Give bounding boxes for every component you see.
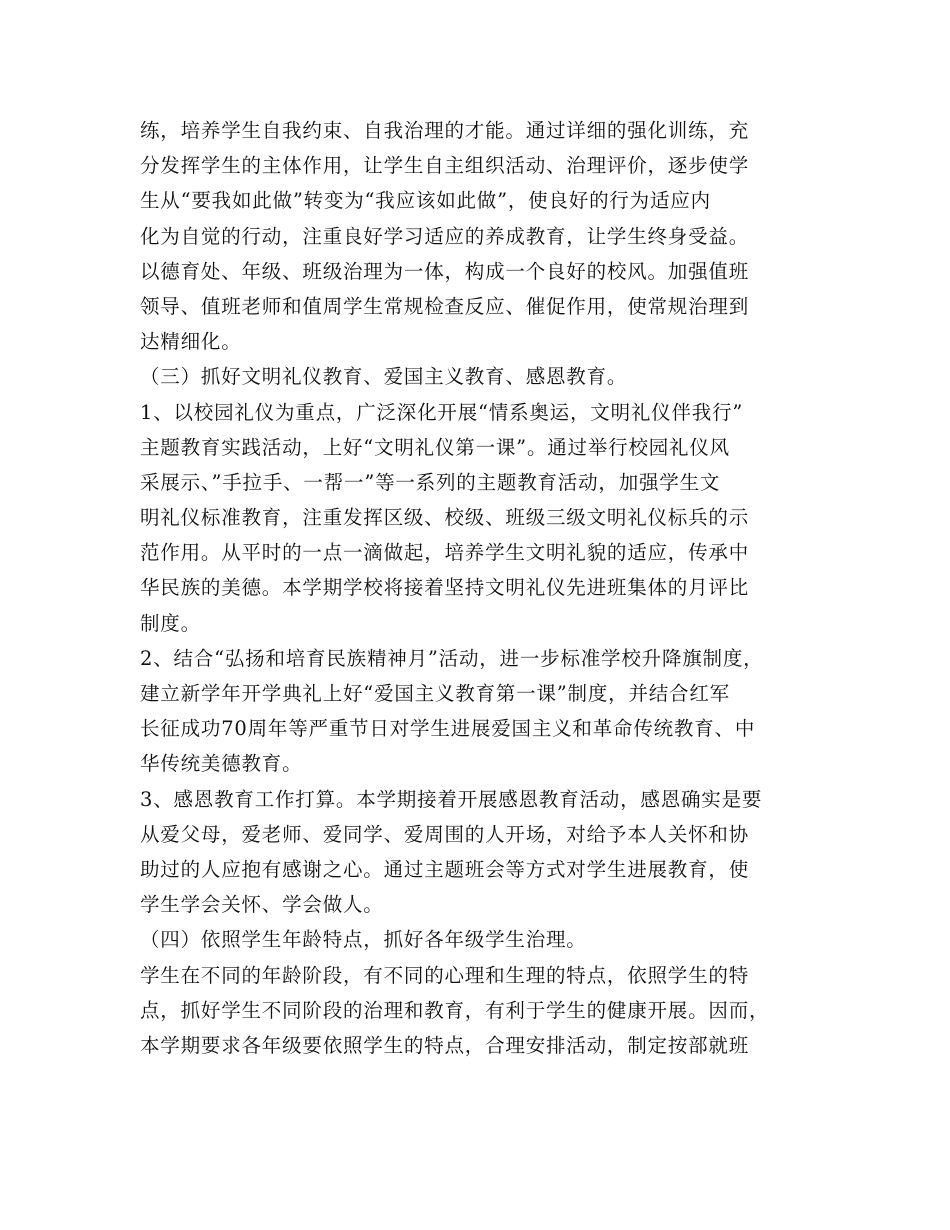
text-line: 领导、值班老师和值周学生常规检查反应、催促作用，使常规治理到 — [140, 294, 750, 318]
text-line: 点，抓好学生不同阶段的治理和教育，有利于学生的健康开展。因而， — [140, 998, 770, 1022]
text-line: 化为自觉的行动，注重良好学习适应的养成教育，让学生终身受益。 — [140, 224, 750, 248]
text-line: 制度。 — [140, 611, 201, 635]
text-line: 主题教育实践活动，上好“文明礼仪第一课”。通过举行校园礼仪风 — [140, 435, 730, 459]
text-line: 建立新学年开学典礼上好“爱国主义教育第一课”制度，并结合红军 — [140, 682, 730, 705]
text-line: 范作用。从平时的一点一滴做起，培养学生文明礼貌的适应，传承中 — [140, 541, 750, 565]
text-line: 本学期要求各年级要依照学生的特点，合理安排活动，制定按部就班 — [140, 1033, 750, 1057]
text-line: 学生在不同的年龄阶段，有不同的心理和生理的特点，依照学生的特 — [140, 963, 750, 987]
section-heading: （三）抓好文明礼仪教育、爱国主义教育、感恩教育。 — [140, 365, 628, 389]
text-line: 生从“要我如此做”转变为“我应该如此做”，使良好的行为适应内 — [140, 189, 711, 213]
text-line: 3、感恩教育工作打算。本学期接着开展感恩教育活动，感恩确实是要 — [140, 787, 763, 811]
text-line: 2、结合“弘扬和培育民族精神月”活动，进一步标准学校升降旗制度， — [140, 646, 764, 670]
text-line: 练，培养学生自我约束、自我治理的才能。通过详细的强化训练，充 — [140, 119, 750, 142]
text-line: 助过的人应抱有感谢之心。通过主题班会等方式对学生进展教育，使 — [140, 857, 750, 881]
section-heading: （四）依照学生年龄特点，抓好各年级学生治理。 — [140, 928, 587, 952]
text-line: 从爱父母，爱老师、爱同学、爱周围的人开场，对给予本人关怀和协 — [140, 822, 750, 846]
text-line: 分发挥学生的主体作用，让学生自主组织活动、治理评价，逐步使学 — [140, 154, 750, 178]
text-line: 华传统美德教育。 — [140, 752, 303, 776]
text-line: 达精细化。 — [140, 330, 242, 354]
text-line: 明礼仪标准教育，注重发挥区级、校级、班级三级文明礼仪标兵的示 — [140, 506, 750, 530]
text-line: 华民族的美德。本学期学校将接着坚持文明礼仪先进班集体的月评比 — [140, 576, 750, 600]
body-text — [140, 113, 840, 1063]
text-line: 学生学会关怀、学会做人。 — [140, 893, 384, 917]
text-line: 1、以校园礼仪为重点，广泛深化开展“情系奥运，文明礼仪伴我行” — [140, 400, 744, 424]
text-line: 以德育处、年级、班级治理为一体，构成一个良好的校风。加强值班 — [140, 259, 750, 283]
text-line: 长征成功70周年等严重节日对学生进展爱国主义和革命传统教育、中 — [140, 717, 756, 741]
text-line: 采展示、”手拉手、一帮一”等一系列的主题教育活动，加强学生文 — [140, 470, 721, 494]
